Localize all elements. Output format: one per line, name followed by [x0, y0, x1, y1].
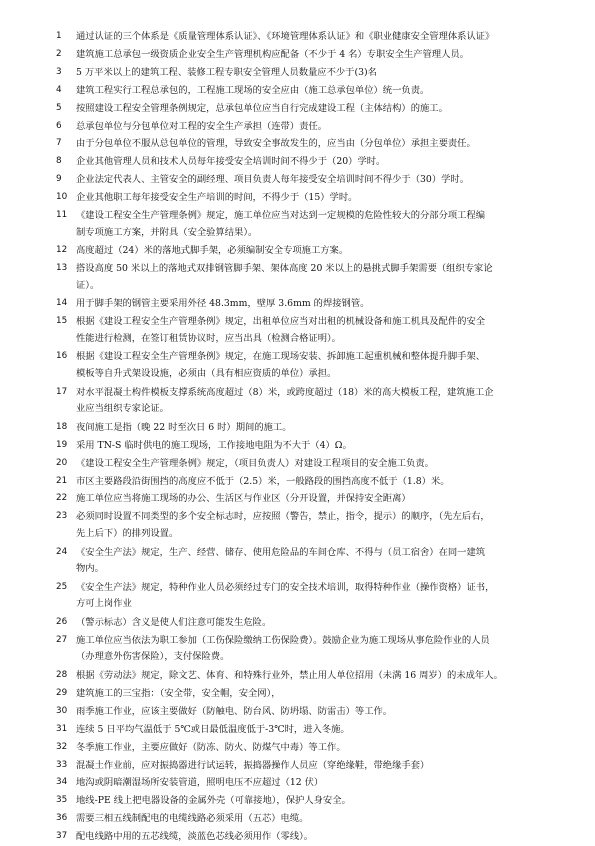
item-text-line: 混凝土作业前，应对振捣器进行试运转，振捣器操作人员应（穿绝缘鞋，带绝缘手套） [76, 759, 430, 771]
item-text [76, 207, 548, 242]
item-number: 25 [56, 581, 68, 592]
item-text-line: 企业其他职工每年接受安全生产培训的时间，不得少于（15）学时。 [76, 192, 358, 204]
list-item [56, 508, 548, 543]
item-text-line: （办理意外伤害保险），支付保险费。 [76, 651, 230, 663]
item-text [76, 313, 548, 348]
item-text [76, 739, 548, 757]
item-number: 6 [56, 120, 62, 131]
item-text-line: 企业法定代表人、主管安全的副经理、项目负责人每年接受安全培训时间不得少于（30）学时。 [76, 174, 470, 186]
item-text [76, 28, 548, 46]
item-number: 15 [56, 316, 68, 327]
item-text-line: 性能进行检测，在签订租赁协议时，应当出具（检测合格证明）。 [76, 332, 341, 344]
item-text-line: 冬季施工作业，主要应做好（防冻、防火、防煤气中毒）等工作。 [76, 741, 346, 753]
item-text-line: 建筑施工总承包一级资质企业安全生产管理机构应配备（不少于 4 名）专职安全生产管理人员。 [76, 48, 469, 60]
item-number: 36 [56, 813, 68, 824]
item-text-line: 业应当组织专家论证。 [76, 403, 169, 415]
item-text-line: 由于分包单位不服从总包单位的管理，导致安全事故发生的，应当由（分包单位）承担主要责任。 [76, 138, 476, 150]
item-text [76, 721, 548, 739]
item-number: 31 [56, 723, 68, 734]
item-text-line: 方可上岗作业 [76, 598, 132, 610]
item-text [76, 384, 548, 419]
item-text [76, 473, 548, 491]
item-number: 33 [56, 759, 68, 770]
item-number: 12 [56, 245, 68, 256]
list-item [56, 46, 548, 64]
list-item [56, 207, 548, 242]
item-text-line: 搭设高度 50 米以上的落地式双排钢管脚手架、架体高度 20 米以上的悬挑式脚手架需要（组织专家论 [76, 263, 493, 275]
item-text [76, 348, 548, 383]
list-item [56, 384, 548, 419]
item-text-line: 高度超过（24）米的落地式脚手架，必须编制安全专项施工方案。 [76, 245, 349, 257]
item-text [76, 579, 548, 614]
list-item [56, 703, 548, 721]
item-text-line: 地沟或阴暗潮湿场所安装管道，照明电压不应超过（12 伏） [76, 777, 324, 789]
item-number: 23 [56, 511, 68, 522]
item-text-line: 证）。 [76, 279, 100, 291]
item-text [76, 260, 548, 295]
item-text [76, 810, 548, 828]
item-number: 10 [56, 192, 68, 203]
list-item [56, 64, 548, 82]
item-number: 24 [56, 546, 68, 557]
item-text [76, 455, 548, 473]
item-text [76, 82, 548, 100]
item-text-line: 根据《建设工程安全生产管理条例》规定，在施工现场安装、拆卸施工起重机械和整体提升脚手架、 [76, 351, 486, 363]
item-text [76, 419, 548, 437]
item-number: 20 [56, 457, 68, 468]
item-number: 2 [56, 48, 62, 59]
item-text [76, 544, 548, 579]
item-text [76, 295, 548, 313]
item-text-line: 地线-PE 线上把电器设备的金属外壳（可靠接地），保护人身安全。 [76, 795, 351, 807]
item-text-line: 根据《建设工程安全生产管理条例》规定，出租单位应当对出租的机械设备和施工机具及配件的安全 [76, 316, 486, 328]
item-text [76, 118, 548, 136]
item-text-line: 需要三相五线制配电的电缆线路必须采用（五芯）电缆。 [76, 813, 309, 825]
item-number: 18 [56, 421, 68, 432]
item-number: 28 [56, 670, 68, 680]
item-text-line: 企业其他管理人员和技术人员每年接受安全培训时间不得少于（20）学时。 [76, 156, 386, 168]
item-text-line: 施工单位应当依法为职工参加（工伤保险缴纳工伤保险费）。鼓励企业为施工现场从事危险作业的人员 [76, 634, 490, 646]
item-number: 14 [56, 298, 68, 309]
item-text [76, 614, 548, 632]
item-text-line: 按照建设工程安全管理条例规定，总承包单位应当自行完成建设工程（主体结构）的施工。 [76, 102, 448, 114]
item-text-line: 《建设工程安全生产管理条例》规定，施工单位应当对达到一定规模的危险性较大的分部分项工程编 [76, 210, 486, 222]
item-number: 19 [56, 439, 68, 450]
list-item [56, 544, 548, 579]
item-text [76, 437, 548, 455]
list-item [56, 28, 548, 46]
item-number: 3 [56, 66, 62, 77]
list-item [56, 260, 548, 295]
item-text [76, 135, 548, 153]
item-text [76, 667, 548, 685]
list-item [56, 828, 548, 846]
item-text-line: 夜间施工是指（晚 22 时至次日 6 时）期间的施工。 [76, 421, 292, 433]
list-item [56, 82, 548, 100]
item-number: 17 [56, 386, 68, 397]
list-item [56, 774, 548, 792]
list-item [56, 189, 548, 207]
item-number: 8 [56, 156, 62, 167]
list-item [56, 295, 548, 313]
item-number: 4 [56, 84, 62, 95]
item-text [76, 46, 548, 64]
item-text-line: 施工单位应当将施工现场的办公、生活区与作业区（分开设置，并保持安全距离） [76, 493, 411, 505]
question-list [56, 28, 548, 846]
item-text [76, 774, 548, 792]
item-text-line: 模板等自升式架设设施，必须由（具有相应资质的单位）承担。 [76, 368, 337, 380]
item-text-line: 采用 TN-S 临时供电的施工现场，工作接地电阻为不大于（4）Ω。 [76, 439, 352, 451]
item-text [76, 632, 548, 667]
item-number: 13 [56, 263, 68, 274]
list-item [56, 135, 548, 153]
list-item [56, 171, 548, 189]
item-text-line: 物内。 [76, 563, 104, 575]
item-number: 16 [56, 351, 68, 362]
item-number: 5 [56, 102, 62, 113]
list-item [56, 100, 548, 118]
list-item [56, 313, 548, 348]
list-item [56, 721, 548, 739]
item-text [76, 100, 548, 118]
item-text-line: 市区主要路段沿街围挡的高度应不低于（2.5）米，一般路段的围挡高度不低于（1.8）米。 [76, 475, 450, 487]
item-text [76, 153, 548, 171]
list-item [56, 614, 548, 632]
list-item [56, 739, 548, 757]
list-item [56, 685, 548, 703]
item-text-line: 建筑施工的三宝指：（安全带，安全帽，安全网）， [76, 687, 281, 699]
item-text [76, 703, 548, 721]
list-item [56, 490, 548, 508]
list-item [56, 473, 548, 491]
list-item [56, 242, 548, 260]
list-item [56, 455, 548, 473]
item-number: 1 [56, 31, 62, 41]
item-text [76, 171, 548, 189]
item-number: 29 [56, 687, 68, 698]
list-item [56, 757, 548, 775]
item-text-line: 必须同时设置不同类型的多个安全标志时，应按照（警告，禁止，指令，提示）的顺序，（先左后右， [76, 511, 490, 523]
list-item [56, 419, 548, 437]
item-text-line: （警示标志）含义是使人们注意可能发生危险。 [76, 616, 272, 628]
item-text-line: 5 万平米以上的建筑工程、装修工程专职安全管理人员数量应不少于(3)名 [76, 66, 377, 78]
item-text [76, 64, 548, 82]
item-number: 37 [56, 831, 68, 842]
item-text [76, 242, 548, 260]
item-text-line: 先上后下）的排列设置。 [76, 527, 179, 539]
item-text-line: 配电线路中用的五芯线缆，淡蓝色芯线必须用作（零线）。 [76, 831, 314, 843]
item-text-line: 通过认证的三个体系是《质量管理体系认证》、《环境管理体系认证》和《职业健康安全管理体系认证》 [76, 31, 495, 42]
item-text-line: 《安全生产法》规定，生产、经营、储存、使用危险品的车间仓库、不得与（员工宿舍）在同一建筑 [76, 546, 486, 558]
item-text-line: 对水平混凝土构件模板支撑系统高度超过（8）米，或跨度超过（18）米的高大模板工程，建筑施工企 [76, 386, 494, 398]
item-text-line: 根据《劳动法》规定，除文艺、体育、和特殊行业外，禁止用人单位招用（未满 16 周岁）的未成年人。 [76, 670, 503, 681]
item-number: 27 [56, 634, 68, 645]
item-text [76, 685, 548, 703]
item-number: 32 [56, 741, 68, 752]
list-item [56, 153, 548, 171]
item-text [76, 828, 548, 846]
list-item [56, 667, 548, 685]
item-text [76, 792, 548, 810]
item-text-line: 《安全生产法》规定，特种作业人员必须经过专门的安全技术培训，取得特种作业（操作资格）证书， [76, 581, 495, 593]
list-item [56, 579, 548, 614]
list-item [56, 810, 548, 828]
item-text [76, 189, 548, 207]
item-number: 34 [56, 777, 68, 788]
item-text-line: 《建设工程安全生产管理条例》规定，（项目负责人）对建设工程项目的安全施工负责。 [76, 457, 434, 469]
item-text-line: 制专项施工方案，并附具（安全验算结果）。 [76, 226, 258, 238]
item-text-line: 连续 5 日平均气温低于 5℃或日最低温度低于-3℃时，进入冬施。 [76, 723, 350, 735]
item-number: 11 [56, 210, 68, 221]
list-item [56, 348, 548, 383]
item-number: 21 [56, 475, 68, 486]
item-text [76, 490, 548, 508]
item-text-line: 雨季施工作业，应该主要做好（防触电、防台风、防坍塌、防雷击）等工作。 [76, 705, 393, 717]
item-number: 30 [56, 705, 68, 716]
item-number: 9 [56, 174, 62, 185]
item-text [76, 757, 548, 775]
list-item [56, 792, 548, 810]
item-number: 22 [56, 493, 68, 504]
item-number: 7 [56, 138, 62, 149]
list-item [56, 118, 548, 136]
item-text-line: 总承包单位与分包单位对工程的安全生产承担（连带）责任。 [76, 120, 328, 132]
list-item [56, 632, 548, 667]
item-number: 26 [56, 616, 68, 627]
item-text-line: 用于脚手架的钢管主要采用外径 48.3mm，壁厚 3.6mm 的焊接钢管。 [76, 298, 370, 310]
item-text-line: 建筑工程实行工程总承包的，工程施工现场的安全应由（施工总承包单位）统一负责。 [76, 84, 430, 96]
item-number: 35 [56, 795, 68, 806]
item-text [76, 508, 548, 543]
list-item [56, 437, 548, 455]
